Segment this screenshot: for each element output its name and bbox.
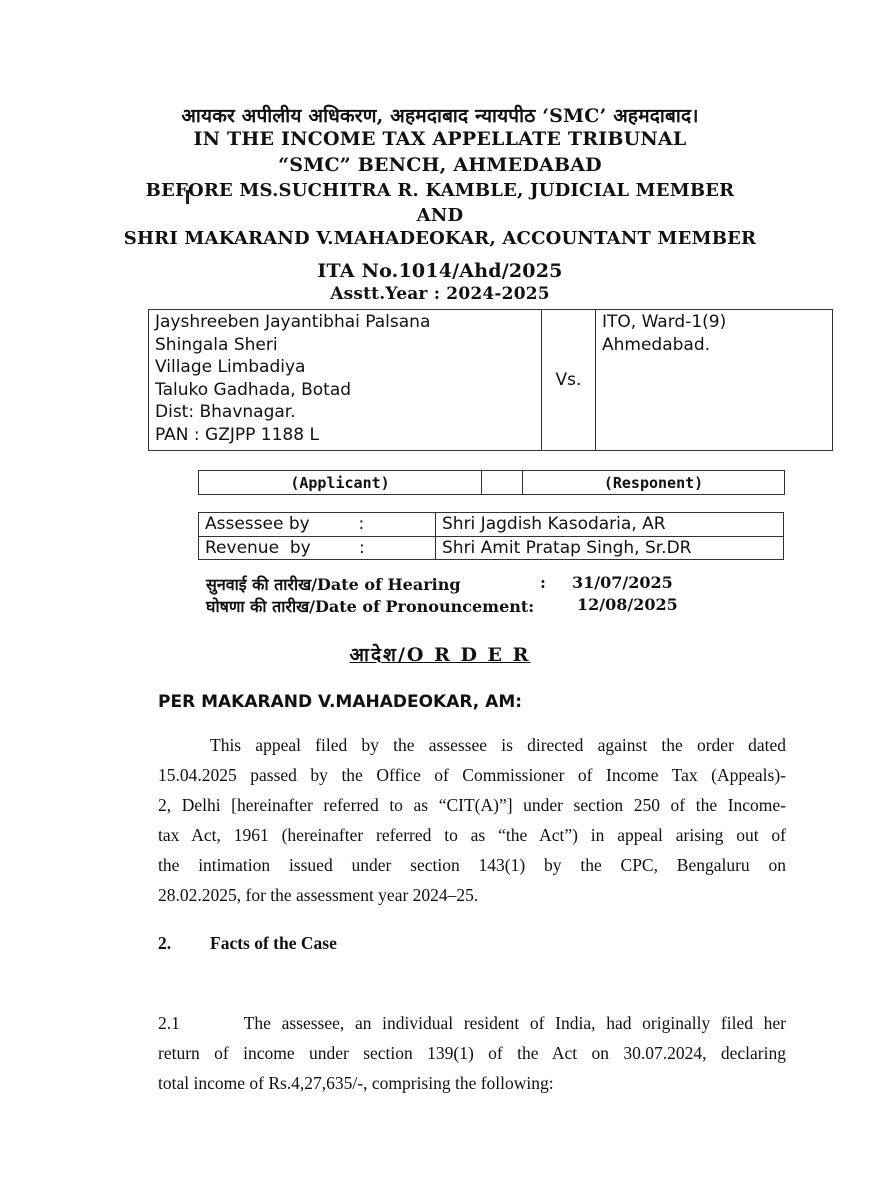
paragraph-line: 28.02.2025, for the assessment year 2024–25. xyxy=(158,885,479,905)
versus-label: Vs. xyxy=(555,369,582,390)
rep-name: Shri Amit Pratap Singh, Sr.DR xyxy=(436,536,784,560)
table-row xyxy=(199,513,784,537)
parties-table xyxy=(148,309,833,451)
hearing-date: 31/07/2025 xyxy=(572,573,673,592)
paragraph-line: 2, Delhi [hereinafter referred to as “CIT(A)”] under section 250 of the Income- xyxy=(158,795,786,815)
appellant-cell xyxy=(149,310,542,451)
hearing-colon: : xyxy=(540,573,546,592)
applicant-role: (Applicant) xyxy=(199,471,482,495)
order-title: आदेश/O R D E R xyxy=(349,644,531,666)
hearing-label: सुनवाई की तारीख/Date of Hearing xyxy=(206,575,461,594)
appellant-line: Jayshreeben Jayantibhai Palsana xyxy=(155,312,431,332)
per-line: PER MAKARAND V.MAHADEOKAR, AM: xyxy=(158,692,523,712)
rep-label-cell xyxy=(199,513,436,537)
rep-colon: : xyxy=(358,514,365,535)
versus-cell xyxy=(542,310,596,451)
paragraph-line: the intimation issued under section 143(1) by the CPC, Bengaluru on xyxy=(158,855,786,875)
pronouncement-date: 12/08/2025 xyxy=(577,595,678,614)
respondent-role: (Responent) xyxy=(523,471,785,495)
paragraph-2 xyxy=(158,1008,786,1098)
rep-colon: : xyxy=(359,537,365,558)
appellant-line: Taluko Gadhada, Botad xyxy=(155,379,352,400)
section-title: Facts of the Case xyxy=(210,933,337,953)
representatives-table xyxy=(198,512,784,560)
respondent-line: Ahmedabad. xyxy=(602,334,711,355)
paragraph-line: return of income under section 139(1) of the Act on 30.07.2024, declaring xyxy=(158,1043,786,1063)
respondent-line: ITO, Ward-1(9) xyxy=(602,312,727,332)
ita-number: ITA No.1014/Ahd/2025 xyxy=(317,260,563,282)
roles-table xyxy=(198,470,785,495)
bench-title: “SMC” BENCH, AHMEDABAD xyxy=(278,154,602,176)
paragraph-line: tax Act, 1961 (hereinafter referred to as “the Act”) in appeal arising out of xyxy=(158,825,786,845)
roles-spacer xyxy=(482,471,523,495)
appellant-line: Village Limbadiya xyxy=(155,357,306,377)
assessment-year: Asstt.Year : 2024-2025 xyxy=(330,284,550,304)
and-line: AND xyxy=(416,205,464,226)
paragraph-line: total income of Rs.4,27,635/-, comprising the following: xyxy=(158,1073,554,1093)
paragraph-1 xyxy=(158,730,786,910)
paragraph-line: This appeal filed by the assessee is directed against the order dated xyxy=(210,735,786,755)
appellant-line: Dist: Bhavnagar. xyxy=(155,402,296,422)
table-row xyxy=(199,536,784,560)
rep-label-cell xyxy=(199,536,436,560)
hindi-title: आयकर अपीलीय अधिकरण, अहमदाबाद न्यायपीठ ‘SMC’ अहमदाबाद। xyxy=(181,105,699,127)
order-heading xyxy=(0,641,880,667)
rep-label: Assessee by xyxy=(205,514,310,535)
section-heading xyxy=(158,933,337,954)
tribunal-title: IN THE INCOME TAX APPELLATE TRIBUNAL xyxy=(193,128,687,150)
appellant-line: Shingala Sheri xyxy=(155,334,278,355)
section-number: 2. xyxy=(158,933,172,953)
member2-line: SHRI MAKARAND V.MAHADEOKAR, ACCOUNTANT MEMBER xyxy=(123,228,757,249)
respondent-cell xyxy=(596,310,833,451)
paragraph-line: 2.1 The assessee, an individual resident of India, had originally filed her xyxy=(158,1013,786,1033)
appellant-line: PAN : GZJPP 1188 L xyxy=(155,424,319,445)
before-line: BEFORE MS.SUCHITRA R. KAMBLE, JUDICIAL MEMBER xyxy=(145,180,735,201)
rep-label: Revenue by xyxy=(205,537,311,558)
pronouncement-label: घोषणा की तारीख/Date of Pronouncement: xyxy=(206,597,535,616)
paragraph-line: 15.04.2025 passed by the Office of Commissioner of Income Tax (Appeals)- xyxy=(158,765,786,785)
rep-name: Shri Jagdish Kasodaria, AR xyxy=(436,513,784,537)
